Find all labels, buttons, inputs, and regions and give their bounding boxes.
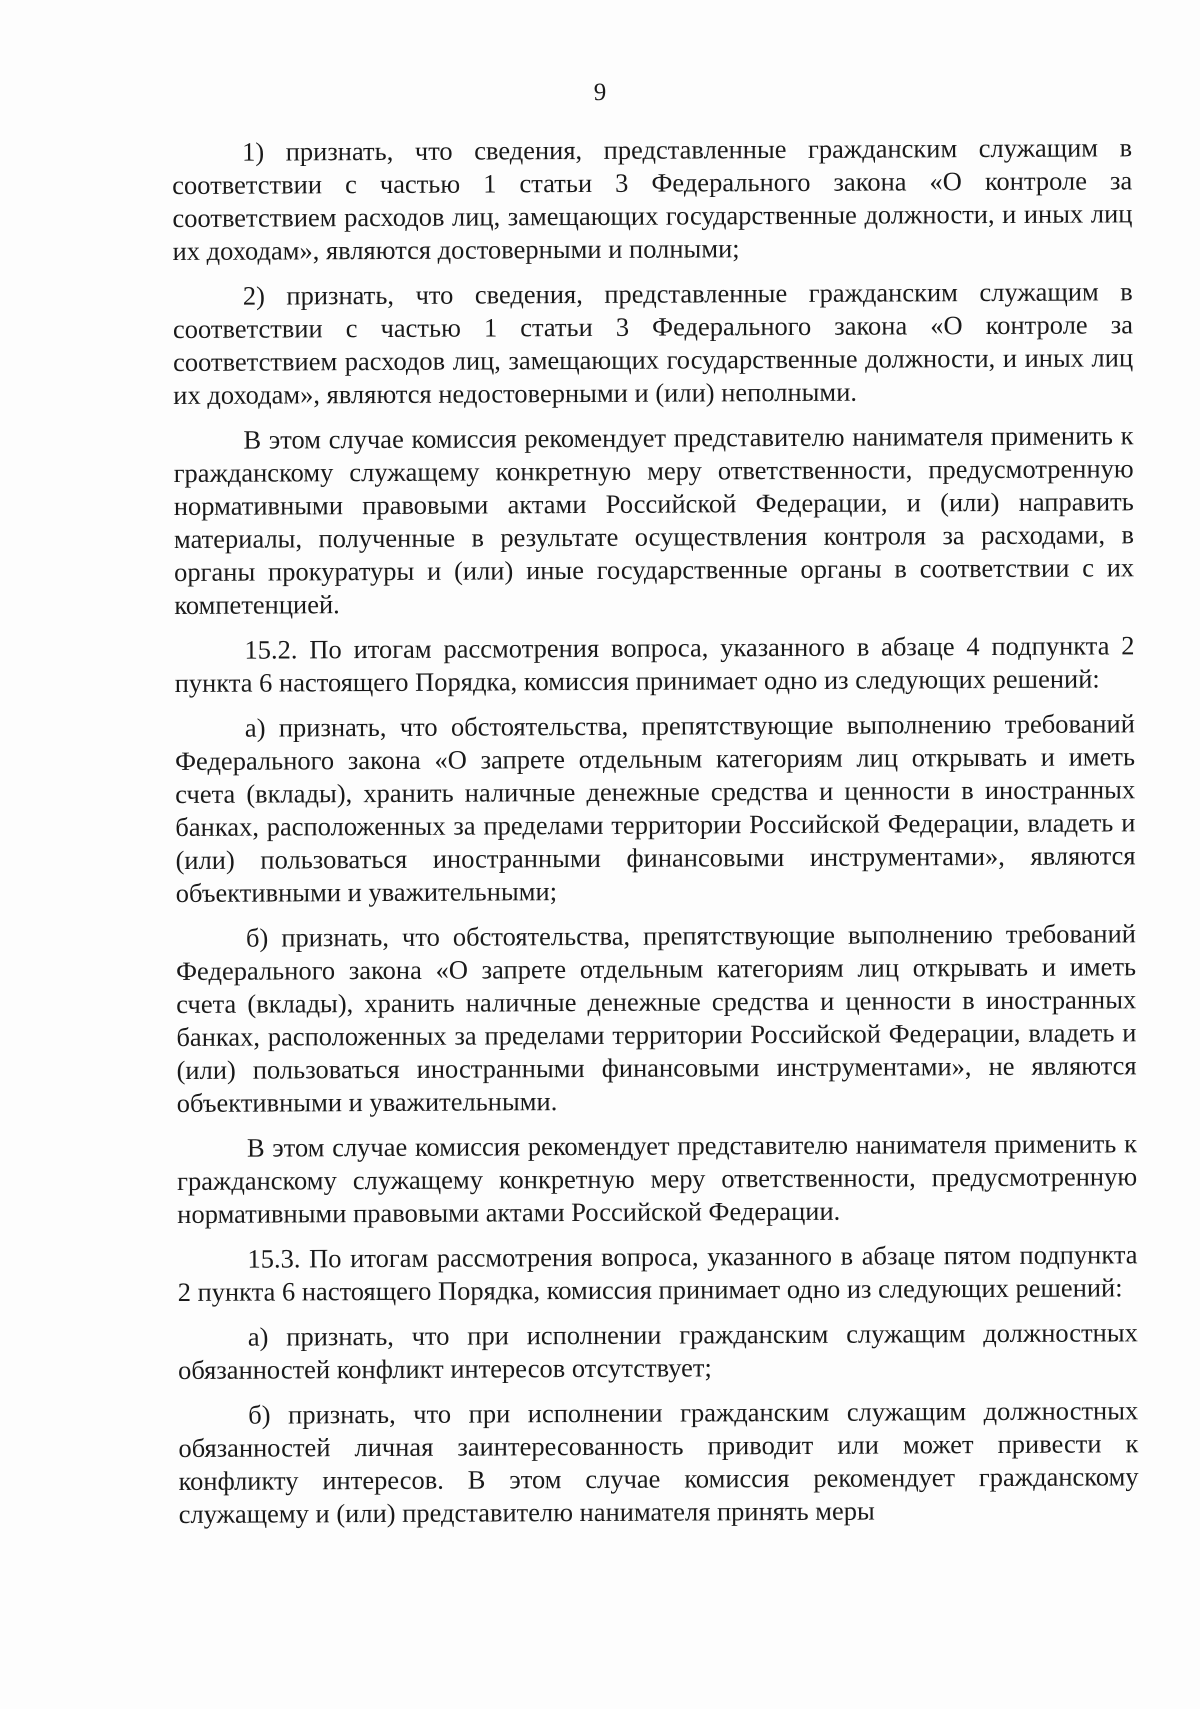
paragraph-8: 15.3. По итогам рассмотрения вопроса, указанного в абзаце пятом подпункта 2 пункта 6 настоящего Порядка, комиссия принимает одно из следующих решений:	[177, 1239, 1138, 1307]
paragraph-7: В этом случае комиссия рекомендует представителю нанимателя применить к гражданскому служащему конкретную меру ответственности, предусмотренную нормативными правовыми актами Российской Федерации.	[177, 1128, 1138, 1229]
paragraph-3: В этом случае комиссия рекомендует представителю нанимателя применить к гражданскому служащему конкретную меру ответственности, предусмотренную нормативными правовыми актами Российской Федерации, и (или) направить материалы, полученные в результате осуществления контроля за расходами, в органы прокуратуры и (или) иные государственные органы в соответствии с их компетенцией.	[173, 420, 1135, 620]
page-number: 9	[593, 79, 607, 106]
paragraph-10: б) признать, что при исполнении гражданским служащим должностных обязанностей личная заинтересованность приводит или может привести к конфликту интересов. В этом случае комиссия рекомендует гражданскому служащему и (или) представителю нанимателя принять меры	[178, 1395, 1139, 1529]
paragraph-1: 1) признать, что сведения, представленные гражданским служащим в соответствии с частью 1 статьи 3 Федерального закона «О контроле за соответствием расходов лиц, замещающих государственные должности, и иных лиц их доходам», являются достоверными и полными;	[172, 132, 1133, 266]
paragraph-2: 2) признать, что сведения, представленные гражданским служащим в соответствии с частью 1 статьи 3 Федерального закона «О контроле за соответствием расходов лиц, замещающих государственные должности, и иных лиц их доходам», являются недостоверными и (или) неполными.	[172, 276, 1134, 410]
document-body	[172, 131, 1139, 1541]
paragraph-9: а) признать, что при исполнении гражданским служащим должностных обязанностей конфликт интересов отсутствует;	[177, 1317, 1138, 1385]
paragraph-5: а) признать, что обстоятельства, препятствующие выполнению требований Федерального закона «О запрете отдельным категориям лиц открывать и иметь счета (вклады), хранить наличные денежные средства и ценности в иностранных банках, расположенных за пределами территории Российской Федерации, владеть и (или) пользоваться иностранными финансовыми инструментами», являются объективными и уважительными;	[174, 708, 1136, 908]
paragraph-4: 15.2. По итогам рассмотрения вопроса, указанного в абзаце 4 подпункта 2 пункта 6 настоящего Порядка, комиссия принимает одно из следующих решений:	[174, 630, 1135, 698]
paragraph-6: б) признать, что обстоятельства, препятствующие выполнению требований Федерального закона «О запрете отдельным категориям лиц открывать и иметь счета (вклады), хранить наличные денежные средства и ценности в иностранных банках, расположенных за пределами территории Российской Федерации, владеть и (или) пользоваться иностранными финансовыми инструментами», не являются объективными и уважительными.	[176, 918, 1137, 1118]
